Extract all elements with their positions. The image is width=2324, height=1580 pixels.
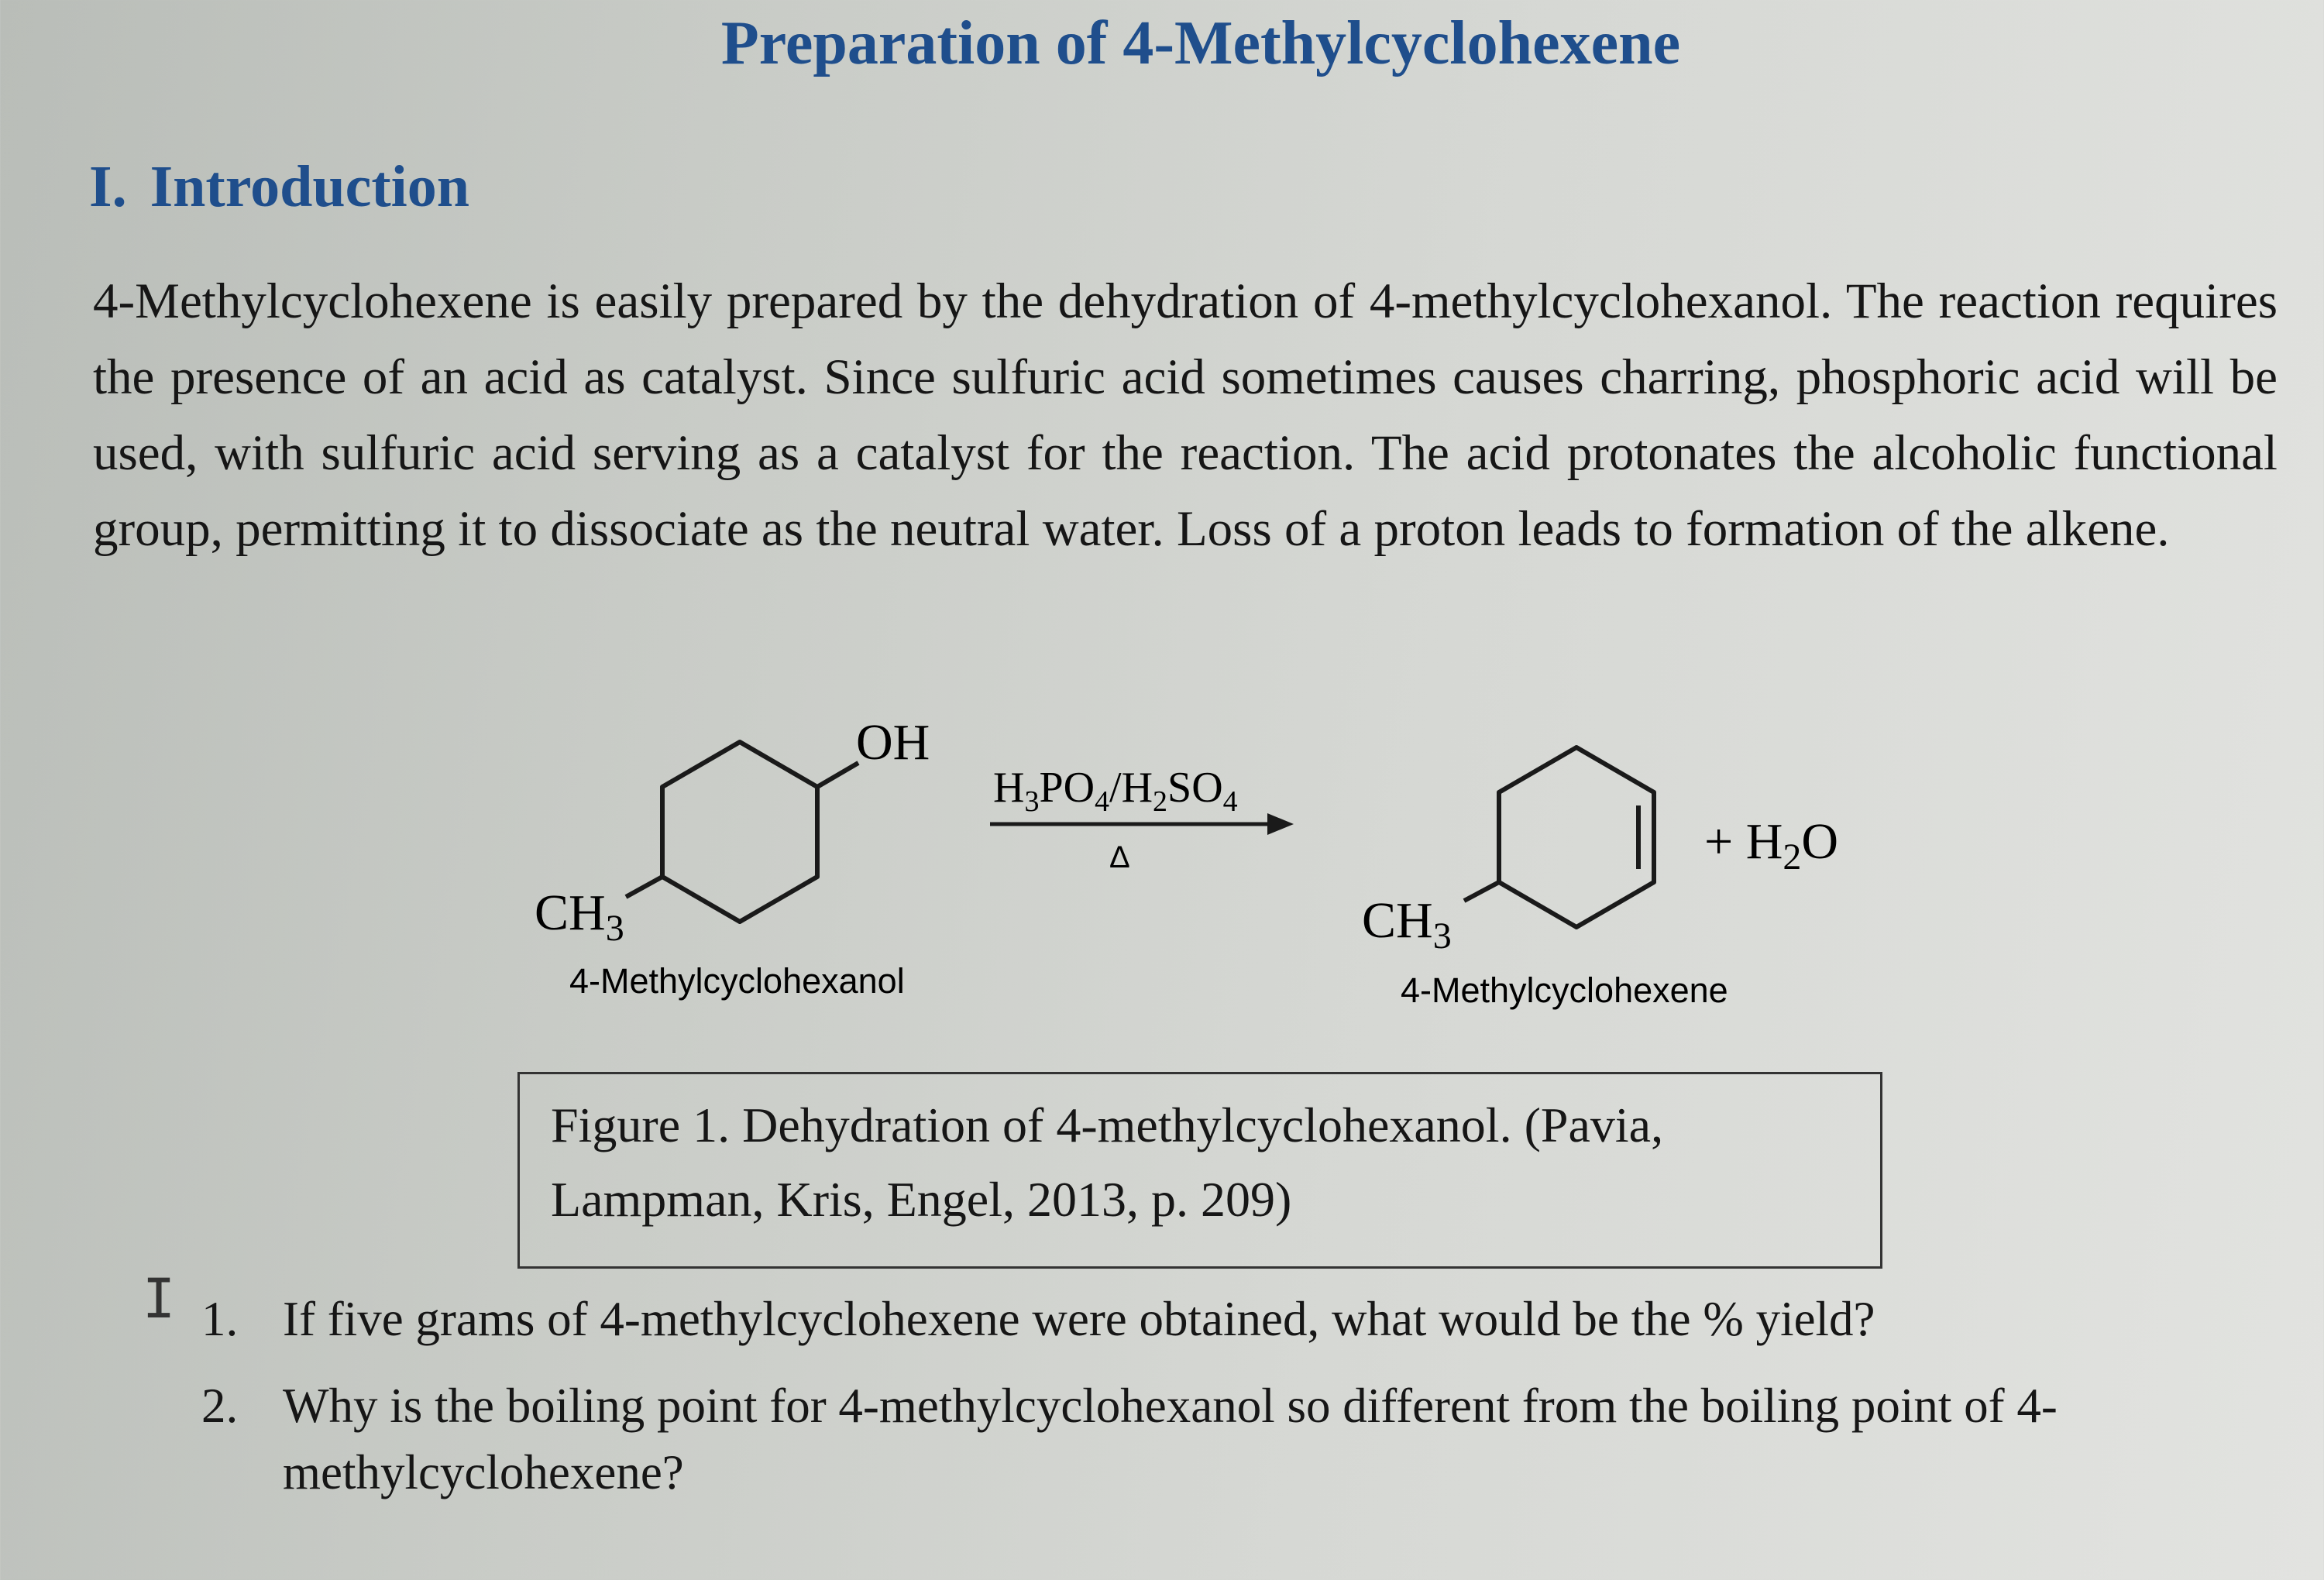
text-cursor-icon: I (143, 1267, 176, 1331)
section-number: I. (89, 154, 127, 219)
product-ch3-bond (1464, 882, 1499, 901)
intro-paragraph: 4-Methylcyclohexene is easily prepared by the dehydration of 4-methylcyclohexanol. The reaction requires the presence of an acid as catalyst. Since sulfuric acid sometimes causes charring, phosphoric acid will be used, with sulfuric acid serving as a catalyst for the reaction. The acid protonates the alcoholic functional group, permitting it to dissociate as the neutral water. Loss of a proton leads to formation of the alkene. (93, 273, 2278, 557)
product-ch3-label: $CH_3$ (1362, 892, 1452, 957)
figure-caption-line-1: Figure 1. Dehydration of 4-methylcyclohexanol. (Pavia, (551, 1097, 1664, 1152)
reactant-ch3-label: $CH_3$ (535, 884, 624, 949)
question-item (201, 1286, 2278, 1352)
figure-caption (517, 1072, 1882, 1269)
question-text: Why is the boiling point for 4-methylcyclohexanol so different from the boiling point of 4-methylcyclohexene? (283, 1379, 2058, 1499)
question-number: 2. (201, 1379, 239, 1433)
reactant-ring (662, 742, 817, 922)
heat-condition: Δ (1109, 840, 1130, 874)
byproduct-label: + $H_2O$ (1704, 813, 1839, 878)
question-number: 1. (201, 1292, 239, 1346)
section-title: Introduction (150, 154, 470, 219)
question-text: If five grams of 4-methylcyclohexene were obtained, what would be the % yield? (283, 1292, 1875, 1346)
reagent-label: $H_3PO_4/H_2SO_4$ (993, 764, 1238, 818)
question-list (201, 1286, 2278, 1526)
figure-caption-line-2: Lampman, Kris, Engel, 2013, p. 209) (551, 1172, 1292, 1227)
reactant-name: 4-Methylcyclohexanol (569, 961, 905, 1001)
product-ring (1499, 747, 1654, 927)
reactant-oh-label: OH (856, 714, 930, 771)
product-name: 4-Methylcyclohexene (1401, 970, 1728, 1010)
oh-bond (817, 763, 858, 787)
reaction-arrow-head (1267, 813, 1294, 835)
page-title: Preparation of 4-Methylcyclohexene (720, 9, 1681, 77)
question-item (201, 1372, 2278, 1506)
reactant-ch3-bond (626, 877, 662, 897)
